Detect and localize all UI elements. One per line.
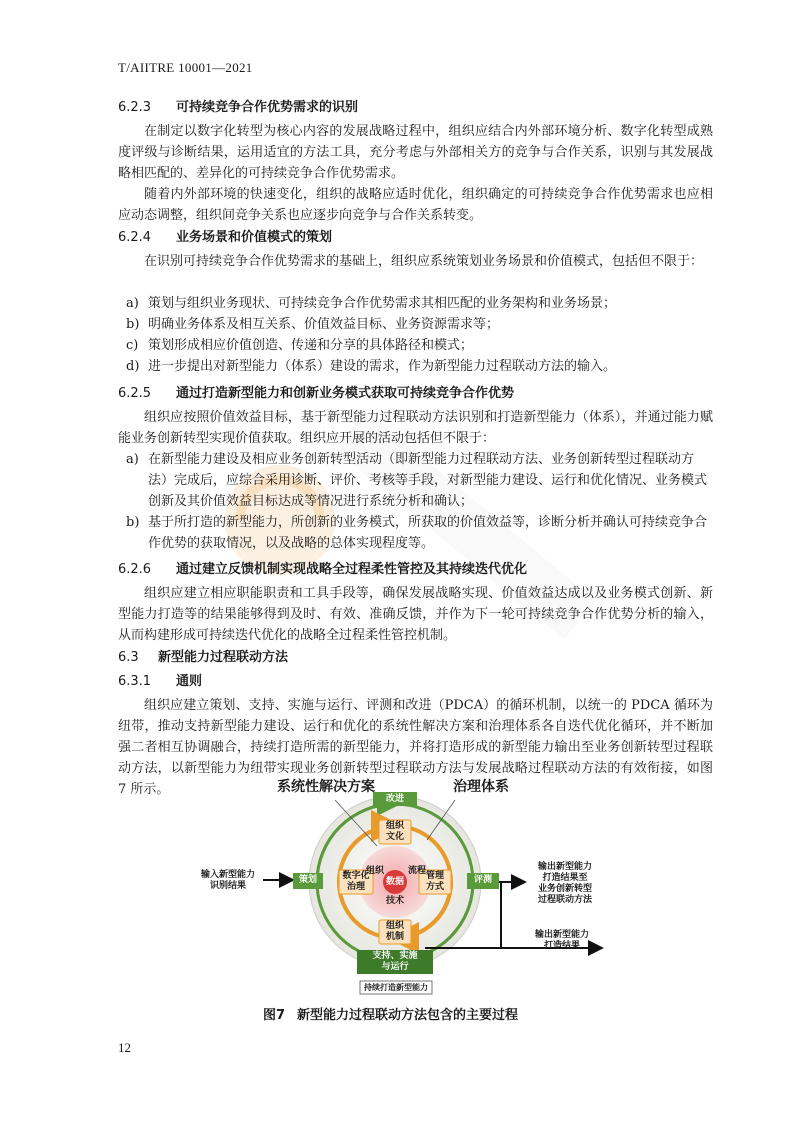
list-item: c) 策划形成相应价值创造、传递和分享的具体路径和模式；: [126, 338, 474, 353]
paragraph-6-2-4: 在识别可持续竞争合作优势需求的基础上，组织应系统策划业务场景和价值模式，包括但不限于：: [144, 254, 704, 269]
support-label: 支持、实施 与运行: [372, 951, 418, 972]
section-6-3-1-heading: 6.3.1 通则: [118, 674, 203, 689]
list-item: b) 明确业务体系及相互关系、价值效益目标、业务资源需求等；: [126, 317, 500, 332]
org-culture-label: 组织 文化: [385, 821, 404, 842]
output-to-business-label: 输出新型能力 打造结果至 业务创新转型 过程联动方法: [537, 862, 592, 905]
section-6-3-heading: 6.3 新型能力过程联动方法: [118, 650, 289, 665]
paragraph-6-2-5: 组织应按照价值效益目标，基于新型能力过程联动方法识别和打造新型能力（体系），并通过能力赋能业务创新转型实现价值获取。组织应开展的活动包括但不限于：: [118, 410, 713, 446]
section-6-2-5-heading: 6.2.5 通过打造新型能力和创新业务模式获取可持续竞争合作优势: [118, 386, 515, 401]
continuous-build-label: 持续打造新型能力: [364, 983, 428, 992]
improve-label: 改进: [385, 794, 404, 804]
input-label: 输入新型能力 识别结果: [200, 870, 255, 891]
paragraph-6-3-1: 组织应建立策划、支持、实施与运行、评测和改进（PDCA）的循环机制，以统一的 PDCA 循环为纽带，推动支持新型能力建设、运行和优化的系统性解决方案和治理体系各自迭代优化循环，并不断加强二者相互协调融合，持续打造所需的新型能力，并将打造形成的新型能力输出至业务创新转型过程联动方法，以新型能力为纽带实现业务创新转型过程联动方法与发展战略过程联动方法的有效衔接，如图 7 所示。: [118, 698, 713, 797]
evaluate-label: 评测: [473, 875, 492, 885]
left-title: 系统性解决方案: [277, 779, 375, 795]
technology-label: 技术: [385, 896, 404, 906]
management-mode-label: 管理 方式: [425, 871, 444, 892]
digital-governance-label: 数字化 治理: [342, 871, 370, 892]
document-header: T/AIITRE 10001—2021: [118, 60, 253, 75]
figure-7-diagram: [200, 770, 605, 1000]
paragraph-6-2-6: 组织应建立相应职能职责和工具手段等，确保发展战略实现、价值效益达成以及业务模式创新、新型能力打造等的结果能够得到及时、有效、准确反馈，并作为下一轮可持续竞争合作优势分析的输入，从而构建形成可持续迭代优化的战略全过程柔性管控机制。: [118, 586, 713, 643]
data-label: 数据: [385, 877, 404, 887]
right-title: 治理体系: [453, 779, 509, 795]
list-item: a) 在新型能力建设及相应业务创新转型活动（即新型能力过程联动方法、业务创新转型过程联动方法）完成后，应综合采用诊断、评价、考核等手段，对新型能力建设、运行和优化情况、业务模式创新及其价值效益目标达成等情况进行系统分析和确认；: [126, 452, 708, 509]
list-item: b) 基于所打造的新型能力，所创新的业务模式，所获取的价值效益等，诊断分析并确认可持续竞争合作优势的获取情况，以及战略的总体实现程度等。: [126, 515, 708, 551]
list-item: a) 策划与组织业务现状、可持续竞争合作优势需求其相匹配的业务架构和业务场景；: [126, 296, 617, 311]
output-label: 输出新型能力 打造结果: [534, 930, 589, 951]
paragraph-6-2-3-a: 在制定以数字化转型为核心内容的发展战略过程中，组织应结合内外部环境分析、数字化转型成熟度评级与诊断结果，运用适宜的方法工具，充分考虑与外部相关方的竞争与合作关系，识别与其发展战略相匹配的、差异化的可持续竞争合作优势需求。: [118, 124, 713, 181]
organization-label: 组织: [365, 866, 384, 876]
section-6-2-3-heading: 6.2.3 可持续竞争合作优势需求的识别: [118, 100, 359, 115]
section-6-2-6-heading: 6.2.6 通过建立反馈机制实现战略全过程柔性管控及其持续迭代优化: [118, 562, 528, 577]
page-number: 12: [118, 1040, 131, 1055]
org-mechanism-label: 组织 机制: [385, 921, 404, 942]
paragraph-6-2-3-b: 随着内外部环境的快速变化，组织的战略应适时优化，组织确定的可持续竞争合作优势需求也应相应动态调整，组织间竞争关系也应逐步向竞争与合作关系转变。: [118, 187, 713, 223]
figure-caption: 图7 新型能力过程联动方法包含的主要过程: [262, 1008, 519, 1023]
process-label: 流程: [407, 866, 426, 876]
list-item: d) 进一步提出对新型能力（体系）建设的需求，作为新型能力过程联动方法的输入。: [126, 359, 617, 374]
plan-label: 策划: [298, 875, 317, 885]
section-6-2-4-heading: 6.2.4 业务场景和价值模式的策划: [118, 230, 333, 245]
